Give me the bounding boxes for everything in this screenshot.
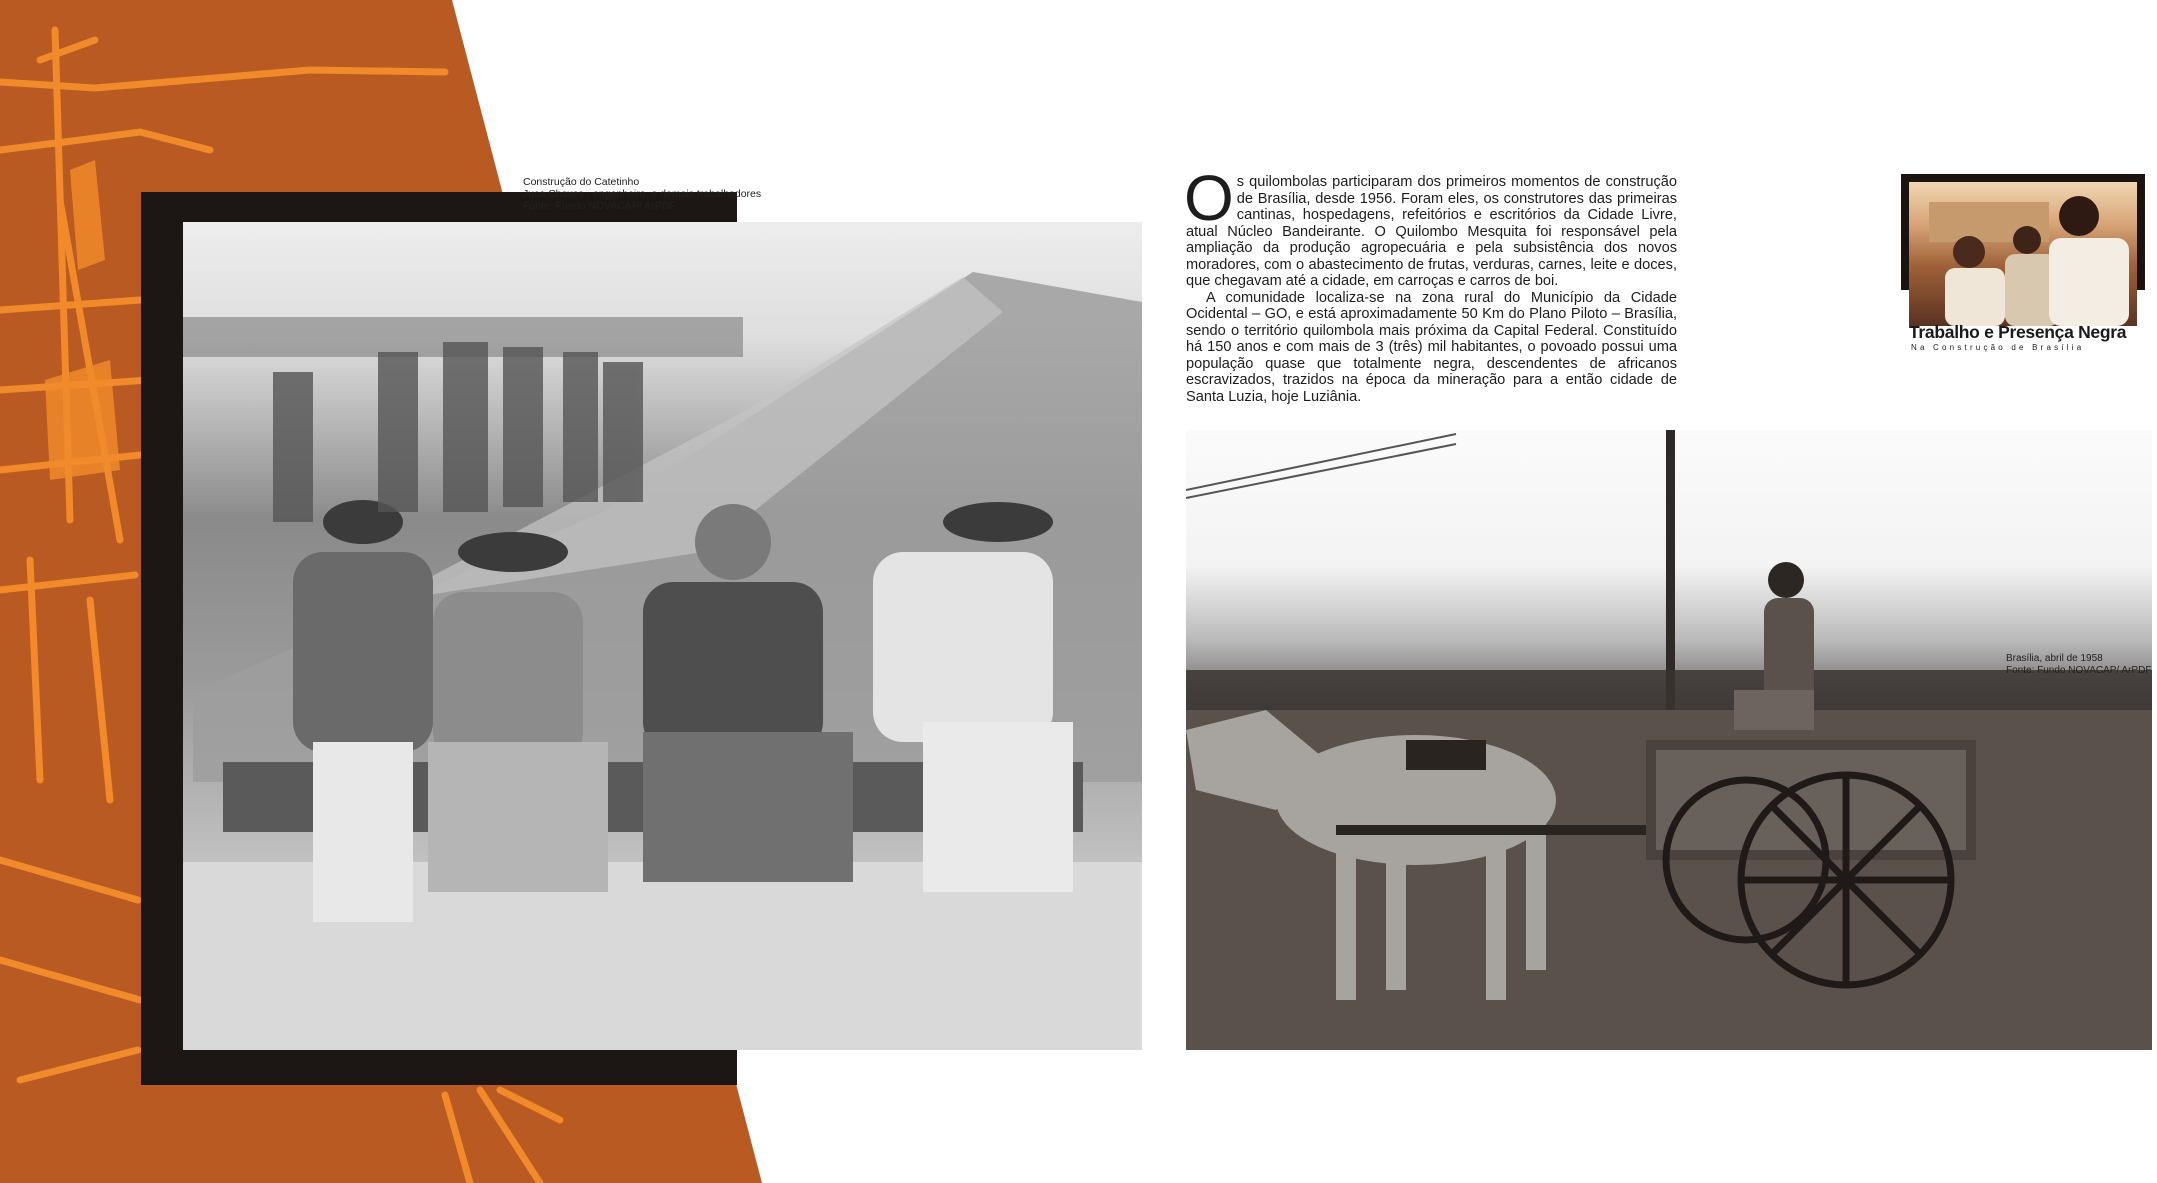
article-text bbox=[1184, 162, 1677, 405]
exhibition-logo bbox=[1901, 174, 2145, 350]
caption-line: Fonte: Fundo NOVACAP/ ArPDF bbox=[523, 200, 676, 212]
horse-cart-photo bbox=[1186, 430, 2152, 1050]
drop-cap: O bbox=[1184, 162, 1234, 234]
logo-title: Trabalho e Presença Negra bbox=[1909, 322, 2127, 342]
logo-subtitle: Na Construção de Brasília bbox=[1911, 343, 2085, 352]
logo-photo bbox=[1909, 182, 2137, 326]
caption-line: Construção do Catetinho bbox=[523, 176, 640, 188]
right-photo-caption bbox=[2006, 653, 2154, 676]
paragraph-1-text: s quilombolas participaram dos primeiros momentos de construção de Brasília, desde 1956. Foram eles, os construtores das primeiras cantinas, hospedagens, refeitórios e escritórios da Cidade Livre, atual Núcleo Bandeirante. O Quilombo Mesquita foi responsável pela ampliação da produção agropecuária e pela subsistência dos novos moradores, com o abastecimento de frutas, verduras, carnes, leite e doces, que chegavam até a cidade, em carroças e carros de boi. bbox=[1186, 174, 1677, 289]
workers-photo bbox=[183, 222, 1142, 1050]
caption-line: Fonte: Fundo NOVACAP/ ArPDF bbox=[2006, 664, 2152, 676]
caption-line: Brasília, abril de 1958 bbox=[2006, 653, 2103, 664]
article-paragraph-2: A comunidade localiza-se na zona rural do Município da Cidade Ocidental – GO, e está aproximadamente 50 Km do Plano Piloto – Brasília, sendo o território quilombola mais próxima da Capital Federal. Constituído há 150 anos e com mais de 3 (três) mil habitantes, o povoado possui uma população quase que totalmente negra, descendentes de africanos escravizados, trazidos na época da mineração para a então cidade de Santa Luzia, hoje Luziânia. bbox=[1186, 289, 1677, 405]
caption-line: Juca Chaves - engenheiro, e demais trabalhadores bbox=[523, 188, 762, 200]
article-paragraph-1 bbox=[1184, 162, 1677, 290]
left-photo-caption bbox=[523, 176, 843, 212]
